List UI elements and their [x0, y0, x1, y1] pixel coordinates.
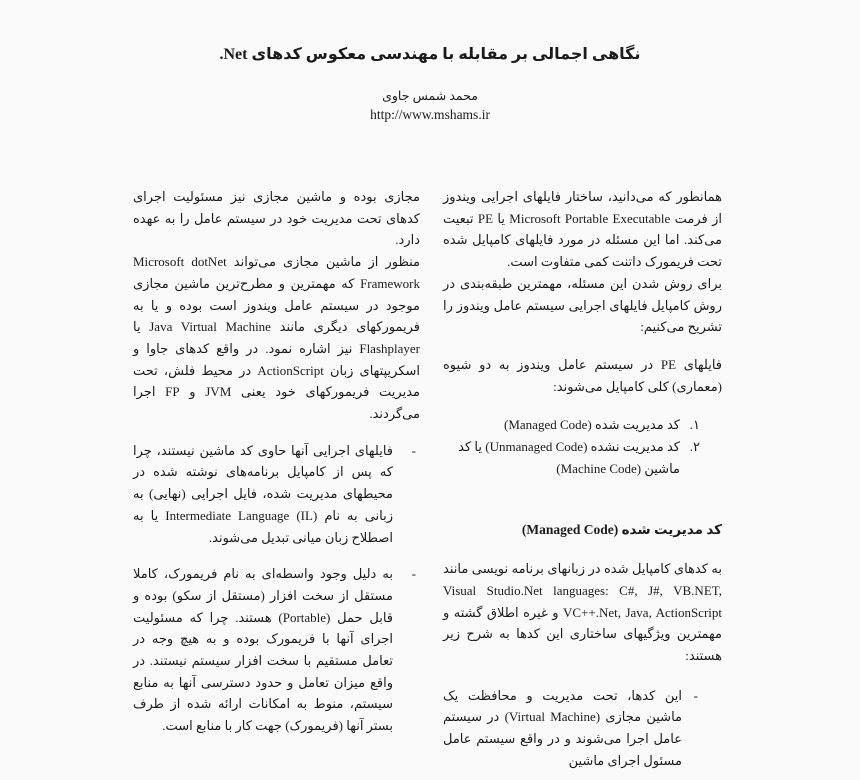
bullet-virtual-machine: [443, 685, 722, 772]
column-left: [133, 186, 420, 771]
list-item: [443, 436, 700, 479]
website-url: http://www.mshams.ir: [370, 107, 490, 122]
author-name: محمد شمس جاوی: [382, 89, 478, 103]
list-item-number: ۱.: [689, 417, 700, 433]
bullet-text: به دلیل وجود واسطه‌ای به نام فریمورک، کاملا مستقل از سخت افزار (مستقل از سکو) بوده و قابل حمل (Portable) هستند. چرا که مسئولیت اجرای آنها با فریمورک بوده و به هیچ وجه در تعامل مستقیم با سخت افزار سیستم نیستند. در واقع میزان تعامل و حدود دسترسی آنها به منابع سیستم، منوط به امکانات ارائه شده از طرف بستر آنها (فریمورک) جهت کار با منابع است.: [133, 566, 394, 734]
bullet-text: فایلهای اجرایی آنها حاوی کد ماشین نیستند، چرا که پس از کامپایل برنامه‌های نوشته شده در محیطهای مدیریت شده، فایل اجرایی (نهایی) به زبانی به نام Intermediate Language (IL) یا به اصطلاح زبان میانی تبدیل می‌شوند.: [133, 442, 394, 545]
paragraph-managed-languages: به کدهای کامپایل شده در زبانهای برنامه نویسی مانند Visual Studio.Net languages: C#, J#, VB.NET, VC++.Net, Java, ActionScript و غیره اطلاق گشته و مهمترین ویژگیهای ساختاری این کدها به شرح زیر هستند:: [443, 561, 723, 663]
list-item: [443, 414, 700, 436]
dash-bullet-marker: -: [411, 442, 416, 458]
paragraph-vm-responsibility: مجازی بوده و ماشین مجازی نیز مسئولیت اجرای کدهای تحت مدیریت خود در سیستم عامل را به عهده دارد.: [133, 189, 420, 248]
dash-bullet-marker: -: [411, 566, 416, 582]
code-types-list: [443, 414, 722, 479]
page-title: نگاهی اجمالی بر مقابله با مهندسی معکوس کدهای Net.: [219, 46, 641, 63]
bullet-intermediate-language: [133, 440, 420, 549]
list-item-text: کد مدیریت نشده (Unmanaged Code) یا کد ماشین (Machine Code): [458, 439, 680, 476]
paragraph-vm-examples: منظور از ماشین مجازی می‌تواند Microsoft dotNet Framework که مهمترین و مطرح‌ترین ماشین مجازی موجود در سیستم عامل ویندوز است بوده و یا به فریمورکهای دیگری مانند Java Virtual Machine یا Flashplayer نیز اشاره نمود. در واقع کدهای جاوا و اسکریپتهای زبان ActionScript در محیط فلش، تحت مدیریت فریمورکهای خود یعنی JVM و FP اجرا می‌گردند.: [133, 254, 421, 422]
column-right: [443, 186, 722, 771]
paragraph-classification-intro: برای روش شدن این مسئله، مهمترین طبقه‌بندی در روش کامپایل فایلهای اجرایی سیستم عامل ویندوز را تشریح می‌کنیم:: [443, 275, 722, 335]
list-item-text: کد مدیریت شده (Managed Code): [504, 417, 680, 433]
bullet-text: این کدها، تحت مدیریت و محافظت یک ماشین مجازی (Virtual Machine) در سیستم عامل اجرا می‌شوند و در واقع سیستم عامل مسئول اجرای ماشین: [443, 687, 682, 768]
list-item-number: ۲.: [689, 439, 700, 455]
paragraph-pe-two-ways: فایلهای PE در سیستم عامل ویندوز به دو شیوه (معماری) کلی کامپایل می‌شوند:: [443, 356, 722, 394]
section-heading-managed-code: کد مدیریت شده (Managed Code): [521, 522, 722, 538]
bullet-portable: [133, 563, 420, 737]
content-columns: [133, 186, 722, 771]
paragraph-pe-format: همانطور که می‌دانید، ساختار فایلهای اجرایی ویندوز از فرمت Microsoft Portable Executable یا PE تبعیت می‌کند. اما این مسئله در مورد فایلهای کامپایل شده تحت فریمورک داتنت کمی متفاوت است.: [443, 189, 722, 270]
dash-bullet-marker: -: [693, 687, 698, 703]
